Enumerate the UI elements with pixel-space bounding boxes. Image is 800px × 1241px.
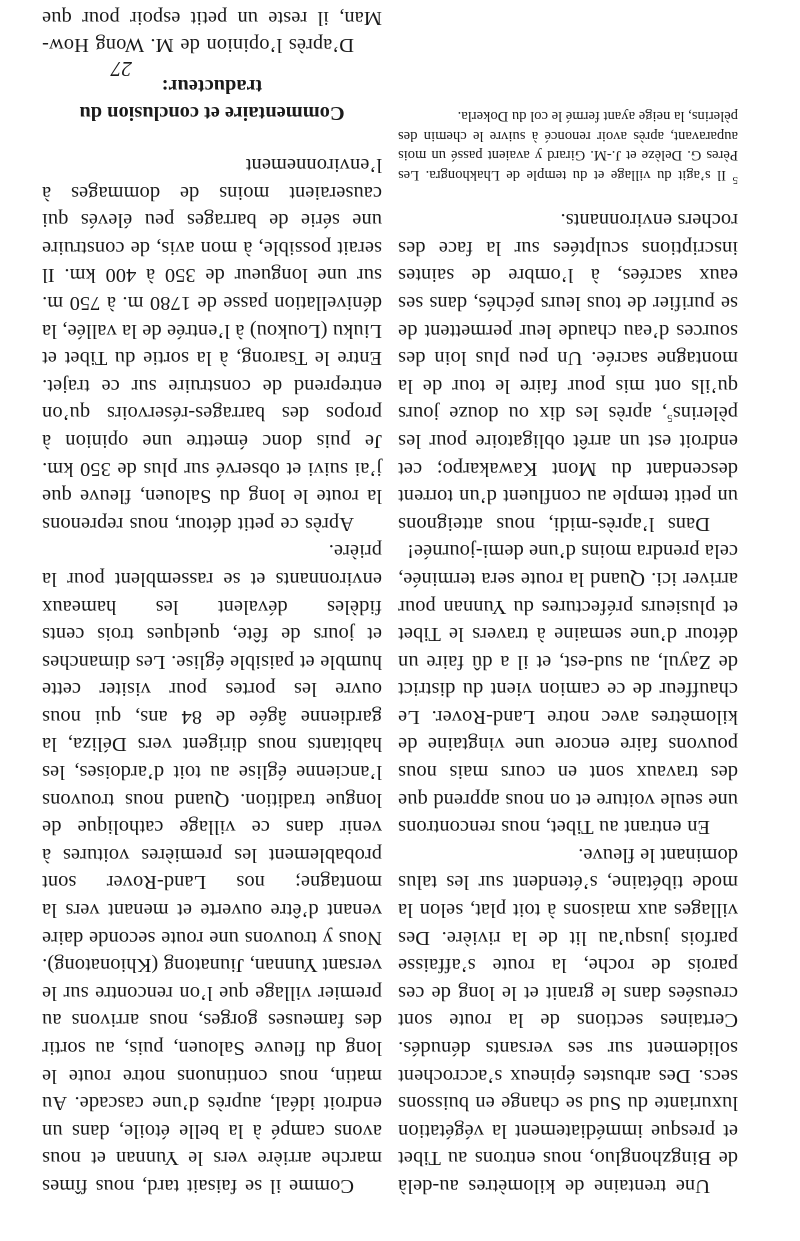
- temple-text: Dans l’après-midi, nous atteignons un petit temple au confluent d’un torrent descendant du Mont Kawakarpo; cet endroit est un arrêt obligatoire pour les pèlerins: [398, 402, 738, 535]
- footnote-text: [398, 106, 738, 184]
- paragraph-dam-opinion: Après ce petit détour, nous reprenons la route le long du Salouen, fleuve que j’ai suivi et observé sur plus de 350 km. Je puis donc émettre une opinion à propos des barrages-réservoirs qu’on entreprend de construire sur ce trajet. Entre le Tsarong, à la sortie du Tibet et Liuku (Loukou) à l’entrée de la vallée, la dénivellation passe de 1780 m. à 750 m. sur une longueur de 350 à 400 km. Il serait possible, à mon avis, de construire une série de barrages peu élevés qui causeraient moins de dommages à l’environnement: [42, 154, 382, 535]
- paragraph-yunnan-return: Comme il se faisait tard, nous fîmes marche arrière vers le Yunnan et nous avons campé à la belle étoile, dans un endroit idéal, auprès d’une cascade. Au matin, nous continuons notre route le long du fleuve Salouen, puis, au sortir des fameuses gorges, nous arrivons au premier village que l’on rencontre sur le versant Yunnan, Jiunatong (Khionatong). Nous y trouvons une route seconde daire venant d’être ouverte et menant vers la montagne; nos Land-Rover sont probablement les premières voitures à venir dans ce village catholique de longue tradition. Quand nous trouvons l’ancienne église au toit d’ardoises, les habitants nous dirigent vers Déliza, la gardienne âgée de 84 ans, qui nous ouvre les portes pour visiter cette humble et paisible église. Les dimanches et jours de fête, quelques trois cents fidèles dévalent les hameaux environnants et se rassemblent pour la prière.: [42, 540, 382, 1197]
- paragraph-pilgrim-temple: [398, 206, 738, 537]
- temple-text-continued: , après les dix ou douze jours qu’ils ont mis pour faire le tour de la montagne sacrée. Un peu plus loin des sources d’eau chaude leur permettent de se purifier de tous leurs péchés, dans ses eaux sacrées, à l’ombre de saintes inscriptions sculptées sur la face des rochers environnants.: [398, 209, 738, 425]
- paragraph-conclusion: D’après l’opinion de M. Wong How-Man, il reste un petit espoir pour que: [42, 6, 382, 57]
- section-heading: Commentaire et conclusion du traducteur:: [79, 75, 345, 125]
- footnote: [398, 106, 738, 184]
- right-column: [42, 0, 382, 1199]
- paragraph-truck-driver: En entrant au Tibet, nous rencontrons une seule voiture et on nous apprend que des travaux sont en cours mais nous pouvons faire encore une vingtaine de kilomètres avec notre Land-Rover. Le chauffeur de ce camion vient du district de Zayul, au sud-est, et il a dû faire un détour d’une semaine à travers le Tibet et plusieurs préfectures du Yunnan pour arriver ici. Quand la route sera terminée, cela prendra moins d’une demi-journée!: [398, 540, 738, 839]
- paragraph-tibet-entry: Une trentaine de kilomètres au-delà de Bingzhongluo, nous entrons au Tibet et presque immédiatement la végétation luxuriante du Sud se change en buissons secs. Des arbustes épineux s’accrochent solidement sur ses versants dénudés. Certaines sections de la route sont creusées dans le granit et le long de ces parois de roche, la route s’affaisse parfois jusqu’au lit de la rivière. Des villages aux maisons à toit plat, selon la mode tibétaine, s’étendent sur les talus dominant le fleuve.: [398, 843, 738, 1197]
- left-column: [398, 106, 738, 1199]
- page-number: 27: [111, 57, 132, 81]
- footnote-marker: 5: [732, 173, 738, 186]
- footnote-body: Il s’agit du village et du temple de Lhakhongra. Les Pères G. Delèze et J.-M. Girard y avaient passé un mois auparavant, après avoir renoncé à suivre le chemin des pèlerins, la neige ayant fermé le col du Dokerla.: [398, 108, 738, 183]
- footnote-reference: 5: [667, 412, 673, 425]
